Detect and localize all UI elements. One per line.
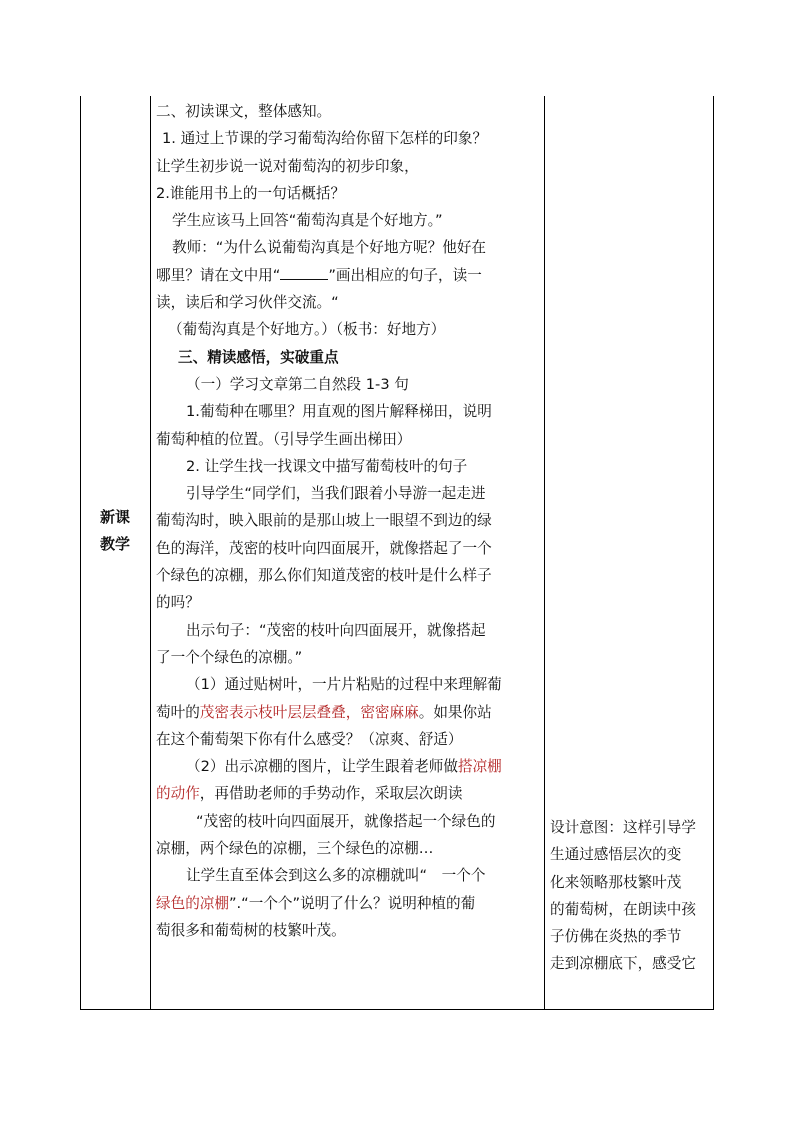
design-note-line: 的葡萄树，在朗读中孩 xyxy=(550,900,696,918)
content-line xyxy=(156,289,541,316)
design-note-line: 设计意图：这样引导学 xyxy=(550,819,696,836)
content-line xyxy=(156,644,541,671)
line-text: 色的海洋，茂密的枝叶向四面展开，就像搭起了一个 xyxy=(156,539,492,557)
table-border-bottom xyxy=(80,1009,714,1010)
content-line xyxy=(156,862,541,889)
design-note-line: 走到凉棚底下，感受它 xyxy=(550,955,696,973)
content-line xyxy=(156,316,541,343)
content-line xyxy=(156,535,541,562)
line-text: 葡萄种植的位置。（引导学生画出梯田） xyxy=(156,430,412,448)
content-line xyxy=(156,917,541,944)
content-line xyxy=(156,207,541,234)
line-text: 2.谁能用书上的一句话概括？ xyxy=(156,184,346,202)
highlight-text: 茂密表示枝叶层层叠叠，密密麻麻 xyxy=(199,703,419,721)
line-text: 了一个个绿色的凉棚。” xyxy=(156,648,303,666)
line-text: 让学生直至体会到这么多的凉棚就叫“ 一个个 xyxy=(186,867,486,885)
content-line xyxy=(156,507,541,534)
content-line xyxy=(156,753,541,780)
content-line xyxy=(156,344,541,371)
lesson-table xyxy=(80,96,714,1010)
content-line xyxy=(156,890,541,917)
line-text-after: ”画出相应的句子，读一 xyxy=(328,266,482,284)
fill-blank xyxy=(280,265,328,280)
content-line xyxy=(156,398,541,425)
line-text: （2）出示凉棚的图片，让学生跟着老师做 xyxy=(186,758,458,776)
table-divider-1 xyxy=(150,96,151,1010)
section-label-line: 教学 xyxy=(99,535,130,553)
line-text: 引导学生“同学们，当我们跟着小导游一起走进 xyxy=(186,485,486,503)
line-text: （一）学习文章第二自然段 1-3 句 xyxy=(186,375,409,393)
section-label xyxy=(80,504,150,558)
line-text: 在这个葡萄架下你有什么感受？（凉爽、舒适） xyxy=(156,730,463,748)
line-text: 凉棚，两个绿色的凉棚，三个绿色的凉棚… xyxy=(156,840,434,858)
line-text: 学生应该马上回答“葡萄沟真是个好地方。” xyxy=(172,212,443,230)
line-text: “茂密的枝叶向四面展开，就像搭起一个绿色的 xyxy=(196,812,496,830)
content-line xyxy=(156,835,541,862)
highlight-text: 的动作 xyxy=(156,785,200,803)
design-note-line: 化来领略那枝繁叶茂 xyxy=(550,873,682,891)
content-line xyxy=(156,98,541,125)
content-line xyxy=(156,371,541,398)
highlight-text: 搭凉棚 xyxy=(457,758,502,776)
content-line xyxy=(156,426,541,453)
line-text: 教师：“为什么说葡萄沟真是个好地方呢？他好在 xyxy=(172,239,487,257)
line-text: 葡萄沟时，映入眼前的是那山坡上一眼望不到边的绿 xyxy=(156,512,492,530)
line-text: 出示句子：“茂密的枝叶向四面展开，就像搭起 xyxy=(186,621,486,639)
teaching-content xyxy=(156,98,541,944)
content-line xyxy=(156,453,541,480)
line-text: 的吗？ xyxy=(156,594,200,612)
content-line xyxy=(156,153,541,180)
content-line xyxy=(156,234,541,261)
line-text-after: ，再借助老师的手势动作，采取层次朗读 xyxy=(199,785,463,803)
line-text: 2. 让学生找一找课文中描写葡萄枝叶的句子 xyxy=(186,457,468,475)
content-line xyxy=(156,808,541,835)
line-text: 二、初读课文，整体感知。 xyxy=(156,103,332,120)
table-divider-2 xyxy=(544,96,545,1010)
content-line xyxy=(156,699,541,726)
line-text: 个绿色的凉棚，那么你们知道茂密的枝叶是什么样子 xyxy=(156,567,492,585)
table-border-right xyxy=(713,96,714,1010)
line-text: 让学生初步说一说对葡萄沟的初步印象， xyxy=(156,157,419,175)
line-text: 哪里？请在文中用“ xyxy=(156,266,281,284)
content-line xyxy=(156,671,541,698)
design-note-line: 生通过感悟层次的变 xyxy=(550,846,682,864)
section-label-line: 新课 xyxy=(99,508,130,526)
highlight-text: 绿色的凉棚 xyxy=(156,894,229,912)
content-line xyxy=(156,562,541,589)
content-line xyxy=(156,180,541,207)
line-text-after: 。如果你站 xyxy=(418,703,492,721)
line-text: （1）通过贴树叶，一片片粘贴的过程中来理解葡 xyxy=(186,676,502,694)
line-text: 三、精读感悟，实破重点 xyxy=(178,348,339,366)
line-text: 1.葡萄种在哪里？用直观的图片解释梯田，说明 xyxy=(186,403,492,421)
line-text: 萄叶的 xyxy=(156,703,200,721)
content-line xyxy=(156,480,541,507)
content-line xyxy=(156,726,541,753)
design-note-line: 子仿佛在炎热的季节 xyxy=(550,928,682,946)
line-text: 1. 通过上节课的学习葡萄沟给你留下怎样的印象？ xyxy=(162,130,488,148)
content-line xyxy=(156,617,541,644)
design-note xyxy=(550,814,710,978)
content-line xyxy=(156,125,541,152)
line-text: 读，读后和学习伙伴交流。“ xyxy=(156,294,339,312)
line-text: （葡萄沟真是个好地方。）（板书：好地方） xyxy=(168,321,446,339)
content-line xyxy=(156,262,541,289)
line-text: 萄很多和葡萄树的枝繁叶茂。 xyxy=(156,921,346,939)
line-text-after: ”.“一个个”说明了什么？说明种植的葡 xyxy=(228,894,476,912)
content-line xyxy=(156,589,541,616)
content-line xyxy=(156,780,541,807)
